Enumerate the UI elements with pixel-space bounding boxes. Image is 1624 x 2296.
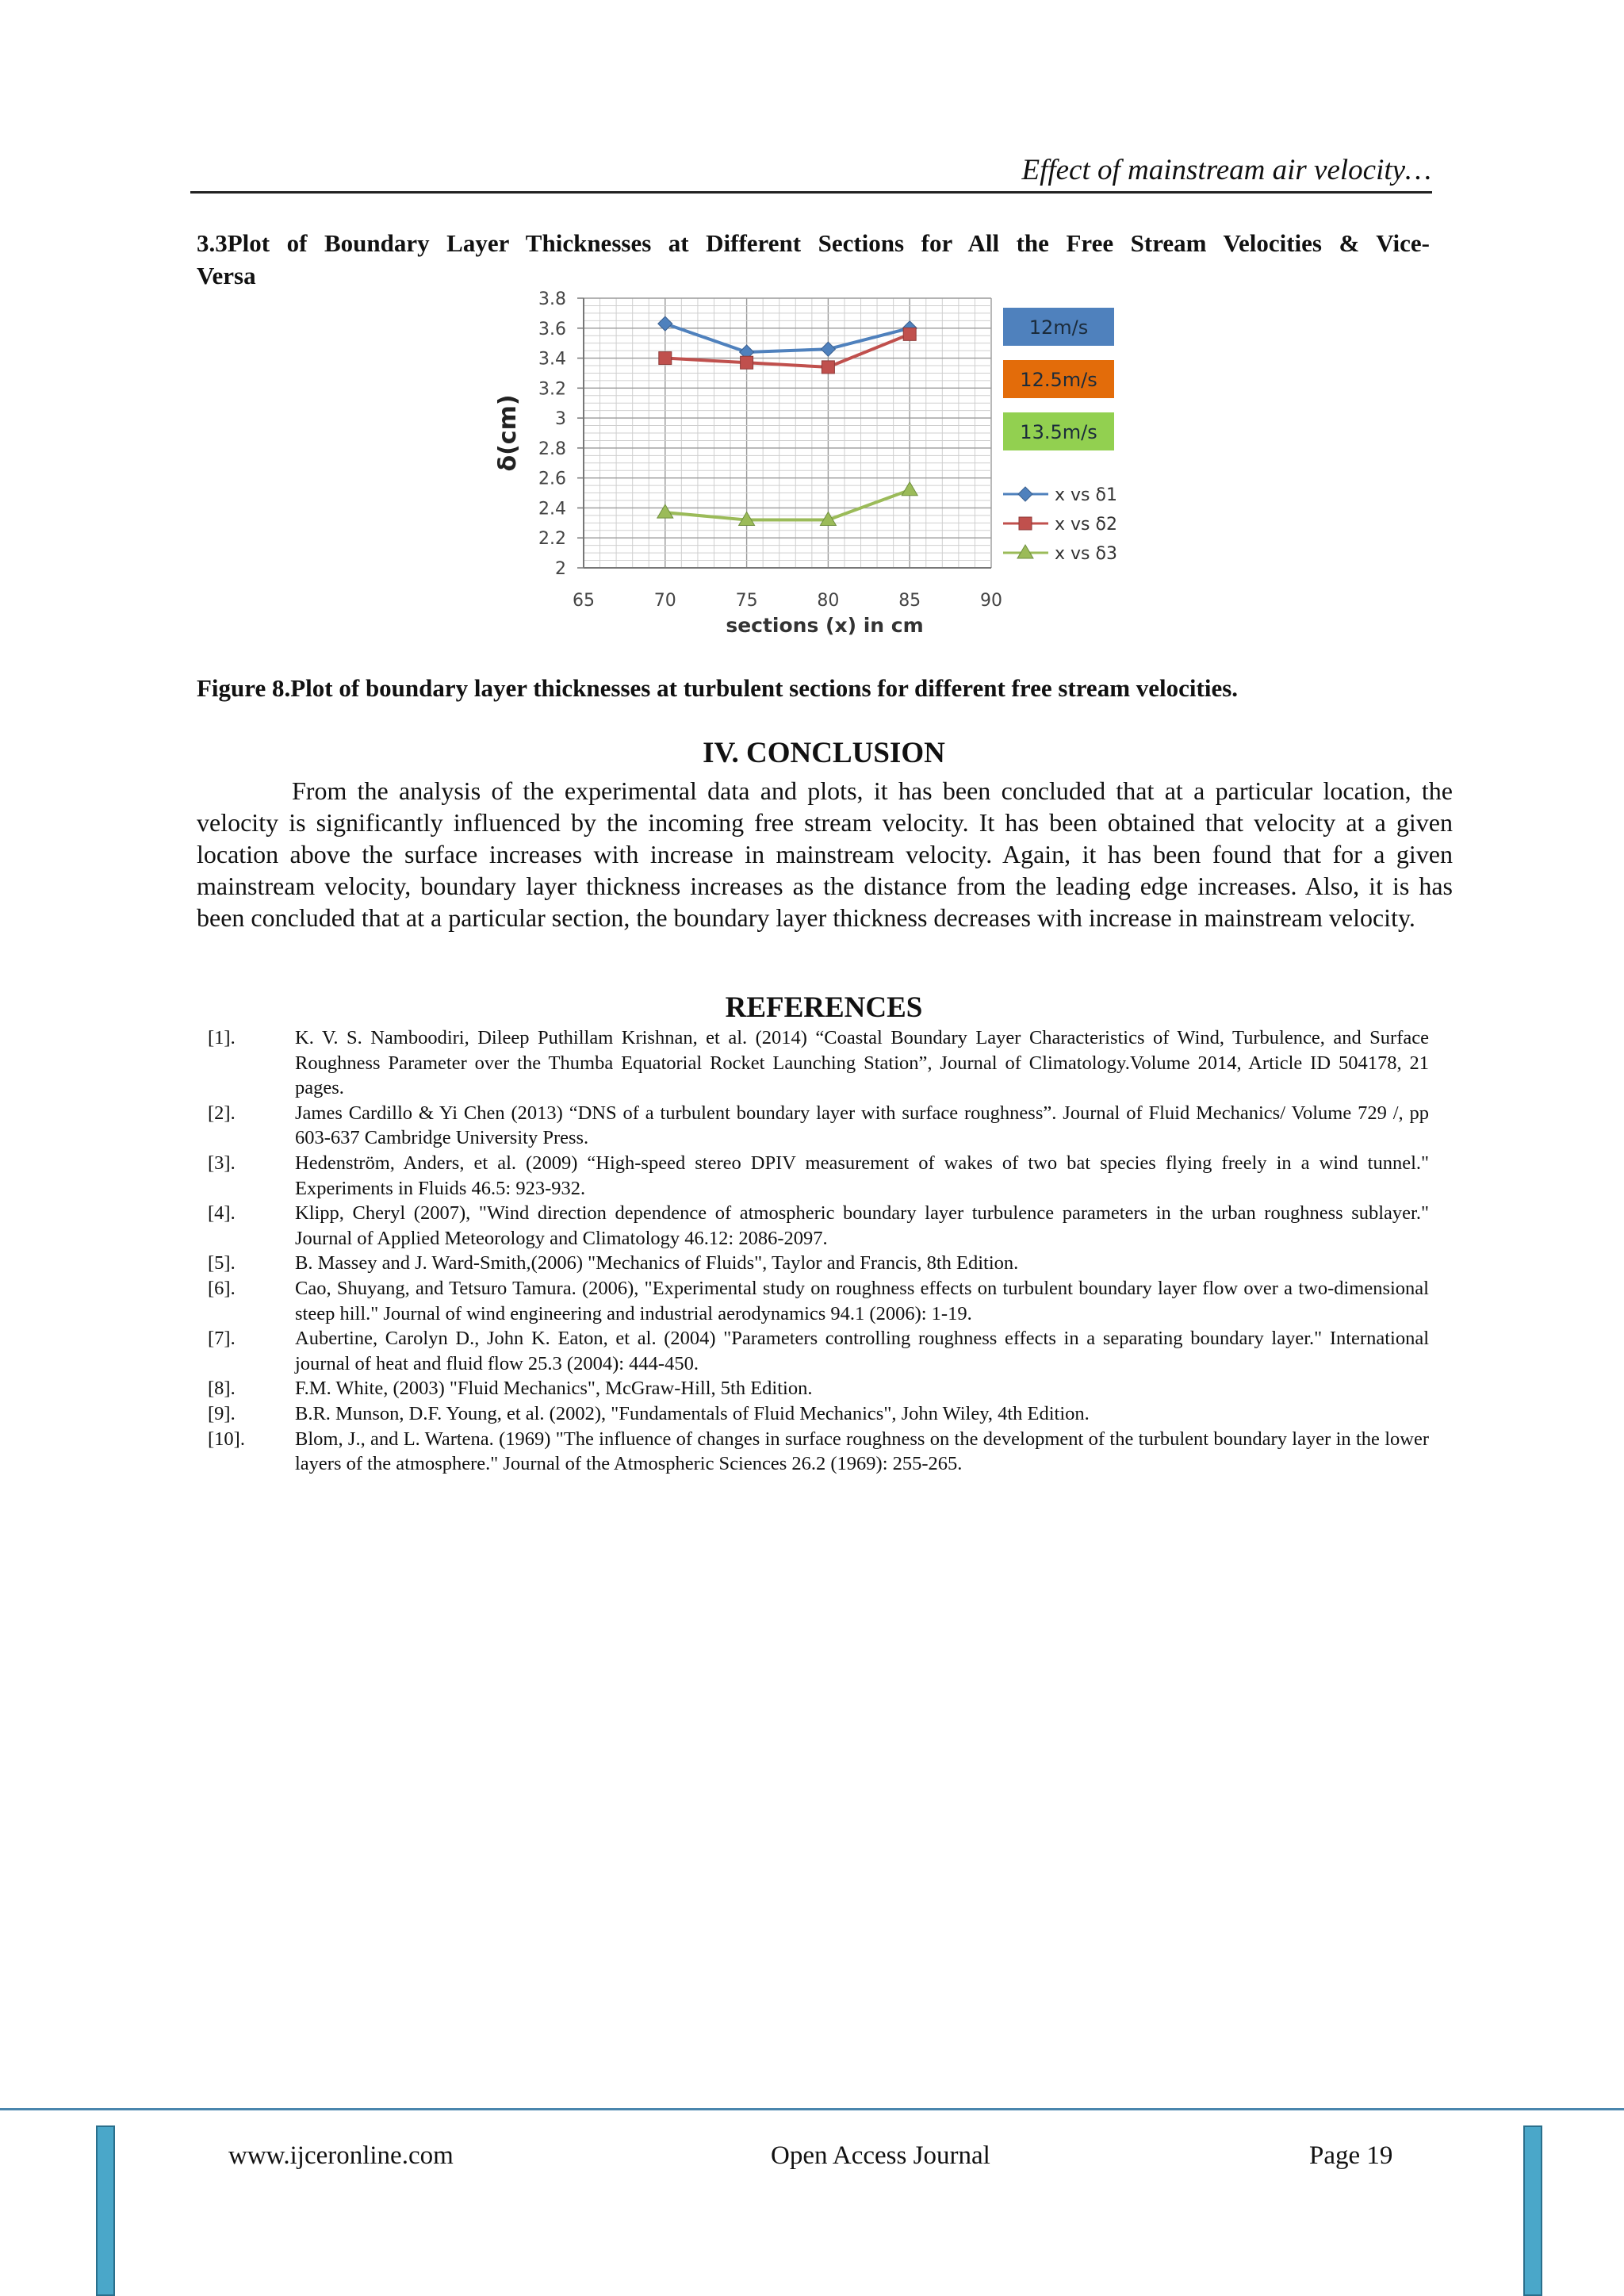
velocity-label-text: 12m/s [1028, 316, 1089, 339]
reference-item [208, 1251, 1429, 1276]
y-tick-label: 2.6 [538, 469, 566, 489]
reference-number: [2]. [208, 1102, 236, 1124]
reference-number: [8]. [208, 1378, 236, 1400]
reference-text: Cao, Shuyang, and Tetsuro Tamura. (2006), "Experimental study on roughness effects on turbulent boundary layer flow over a two-dimensional steep hill." Journal of wind engineering and industrial aerodynamics 94.1 (2006): 1-19. [295, 1277, 1429, 1324]
x-tick-label: 65 [573, 591, 595, 611]
reference-text: Klipp, Cheryl (2007), "Wind direction dependence of atmospheric boundary layer turbulence parameters in the urban roughness sublayer." Journal of Applied Meteorology and Climatology 46.12: 2086-2097. [295, 1202, 1429, 1249]
reference-item [208, 1025, 1429, 1101]
reference-number: [5]. [208, 1252, 236, 1274]
data-point-square [741, 356, 753, 369]
reference-item [208, 1101, 1429, 1151]
data-point-square [1019, 517, 1032, 530]
reference-item [208, 1326, 1429, 1376]
footer-page-number: Page 19 [1309, 2141, 1393, 2170]
y-tick-label: 3.6 [538, 319, 566, 339]
reference-item [208, 1376, 1429, 1401]
conclusion-text: From the analysis of the experimental data and plots, it has been concluded that at a particular location, the velocity is significantly influenced by the incoming free stream velocity. It has been obtained that velocity at a given location above the surface increases with increase in mainstream velocity. Again, it has been found that for a given mainstream velocity, boundary layer thickness increases as the distance from the leading edge increases. Also, it is has been concluded that at a particular section, the boundary layer thickness decreases with increase in mainstream velocity. [197, 776, 1453, 932]
reference-number: [7]. [208, 1328, 236, 1350]
footer-journal: Open Access Journal [771, 2141, 990, 2170]
reference-item [208, 1201, 1429, 1251]
legend-entry-text: x vs δ1 [1055, 485, 1117, 505]
boundary-layer-chart [476, 282, 1158, 642]
reference-text: F.M. White, (2003) "Fluid Mechanics", McGraw-Hill, 5th Edition. [295, 1378, 813, 1400]
running-title: Effect of mainstream air velocity… [1021, 154, 1431, 186]
section-heading-line-2: Versa [197, 262, 256, 289]
data-point-square [659, 352, 672, 365]
footer-website: www.ijceronline.com [228, 2141, 454, 2170]
references-heading: REFERENCES [725, 991, 923, 1024]
reference-item [208, 1427, 1429, 1477]
section-heading-line-1: 3.3Plot of Boundary Layer Thicknesses at Different Sections for All the Free Stream Velocities & Vice- [197, 229, 1430, 257]
x-tick-label: 80 [817, 591, 840, 611]
reference-item [208, 1151, 1429, 1201]
footer-rule [0, 2108, 1624, 2110]
y-tick-label: 3.2 [538, 379, 566, 400]
conclusion-body [197, 775, 1453, 933]
reference-text: Hedenström, Anders, et al. (2009) “High-speed stereo DPIV measurement of wakes of two bat species flying freely in a wind tunnel." Experiments in Fluids 46.5: 923-932. [295, 1152, 1429, 1199]
x-tick-label: 75 [735, 591, 758, 611]
data-point-square [903, 328, 916, 340]
chart-legend [1003, 308, 1117, 564]
y-tick-label: 3.8 [538, 289, 566, 309]
x-tick-label: 85 [898, 591, 921, 611]
y-tick-label: 2.4 [538, 499, 566, 519]
y-tick-label: 2 [555, 559, 566, 579]
chart-y-axis-label: δ(cm) [494, 394, 522, 472]
reference-number: [1]. [208, 1027, 236, 1048]
chart-x-axis-label: sections (x) in cm [726, 614, 924, 637]
reference-number: [3]. [208, 1152, 236, 1174]
reference-text: James Cardillo & Yi Chen (2013) “DNS of a turbulent boundary layer with surface roughness”. Journal of Fluid Mechanics/ Volume 729 /, pp 603-637 Cambridge University Press. [295, 1102, 1429, 1149]
reference-number: [9]. [208, 1402, 236, 1424]
reference-number: [10]. [208, 1428, 245, 1450]
x-tick-label: 70 [653, 591, 676, 611]
y-tick-label: 2.2 [538, 529, 566, 550]
x-tick-label: 90 [980, 591, 1002, 611]
reference-list [208, 1025, 1429, 1477]
legend-entry-text: x vs δ3 [1055, 544, 1117, 564]
reference-item [208, 1276, 1429, 1326]
footer-bar-right [1523, 2125, 1542, 2296]
y-tick-label: 2.8 [538, 439, 566, 459]
reference-text: Aubertine, Carolyn D., John K. Eaton, et al. (2004) "Parameters controlling roughness effects in a separating boundary layer." International journal of heat and fluid flow 25.3 (2004): 444-450. [295, 1328, 1429, 1374]
data-point-square [822, 361, 834, 374]
y-tick-label: 3.4 [538, 349, 566, 370]
figure-caption: Figure 8.Plot of boundary layer thicknesses at turbulent sections for different free stream velocities. [197, 674, 1239, 702]
reference-text: B.R. Munson, D.F. Young, et al. (2002), "Fundamentals of Fluid Mechanics", John Wiley, 4th Edition. [295, 1402, 1090, 1424]
velocity-label-text: 12.5m/s [1020, 369, 1097, 391]
data-point-diamond [1018, 487, 1032, 501]
reference-number: [6]. [208, 1277, 236, 1299]
legend-entry-text: x vs δ2 [1055, 515, 1117, 535]
y-tick-label: 3 [555, 409, 566, 430]
velocity-label-text: 13.5m/s [1020, 421, 1097, 443]
conclusion-heading: IV. CONCLUSION [703, 737, 945, 769]
header-rule [190, 191, 1432, 194]
reference-number: [4]. [208, 1202, 236, 1225]
footer-bar-left [96, 2125, 115, 2296]
reference-text: B. Massey and J. Ward-Smith,(2006) "Mechanics of Fluids", Taylor and Francis, 8th Edition. [295, 1252, 1019, 1274]
chart-grid [584, 298, 991, 568]
reference-text: K. V. S. Namboodiri, Dileep Puthillam Krishnan, et al. (2014) “Coastal Boundary Layer Characteristics of Wind, Turbulence, and Surface Roughness Parameter over the Thumba Equatorial Rocket Launching Station”, Journal of Climatology.Volume 2014, Article ID 504178, 21 pages. [295, 1027, 1429, 1099]
reference-text: Blom, J., and L. Wartena. (1969) "The influence of changes in surface roughness on the development of the turbulent boundary layer in the lower layers of the atmosphere." Journal of the Atmospheric Sciences 26.2 (1969): 255-265. [295, 1428, 1429, 1475]
reference-item [208, 1401, 1429, 1427]
